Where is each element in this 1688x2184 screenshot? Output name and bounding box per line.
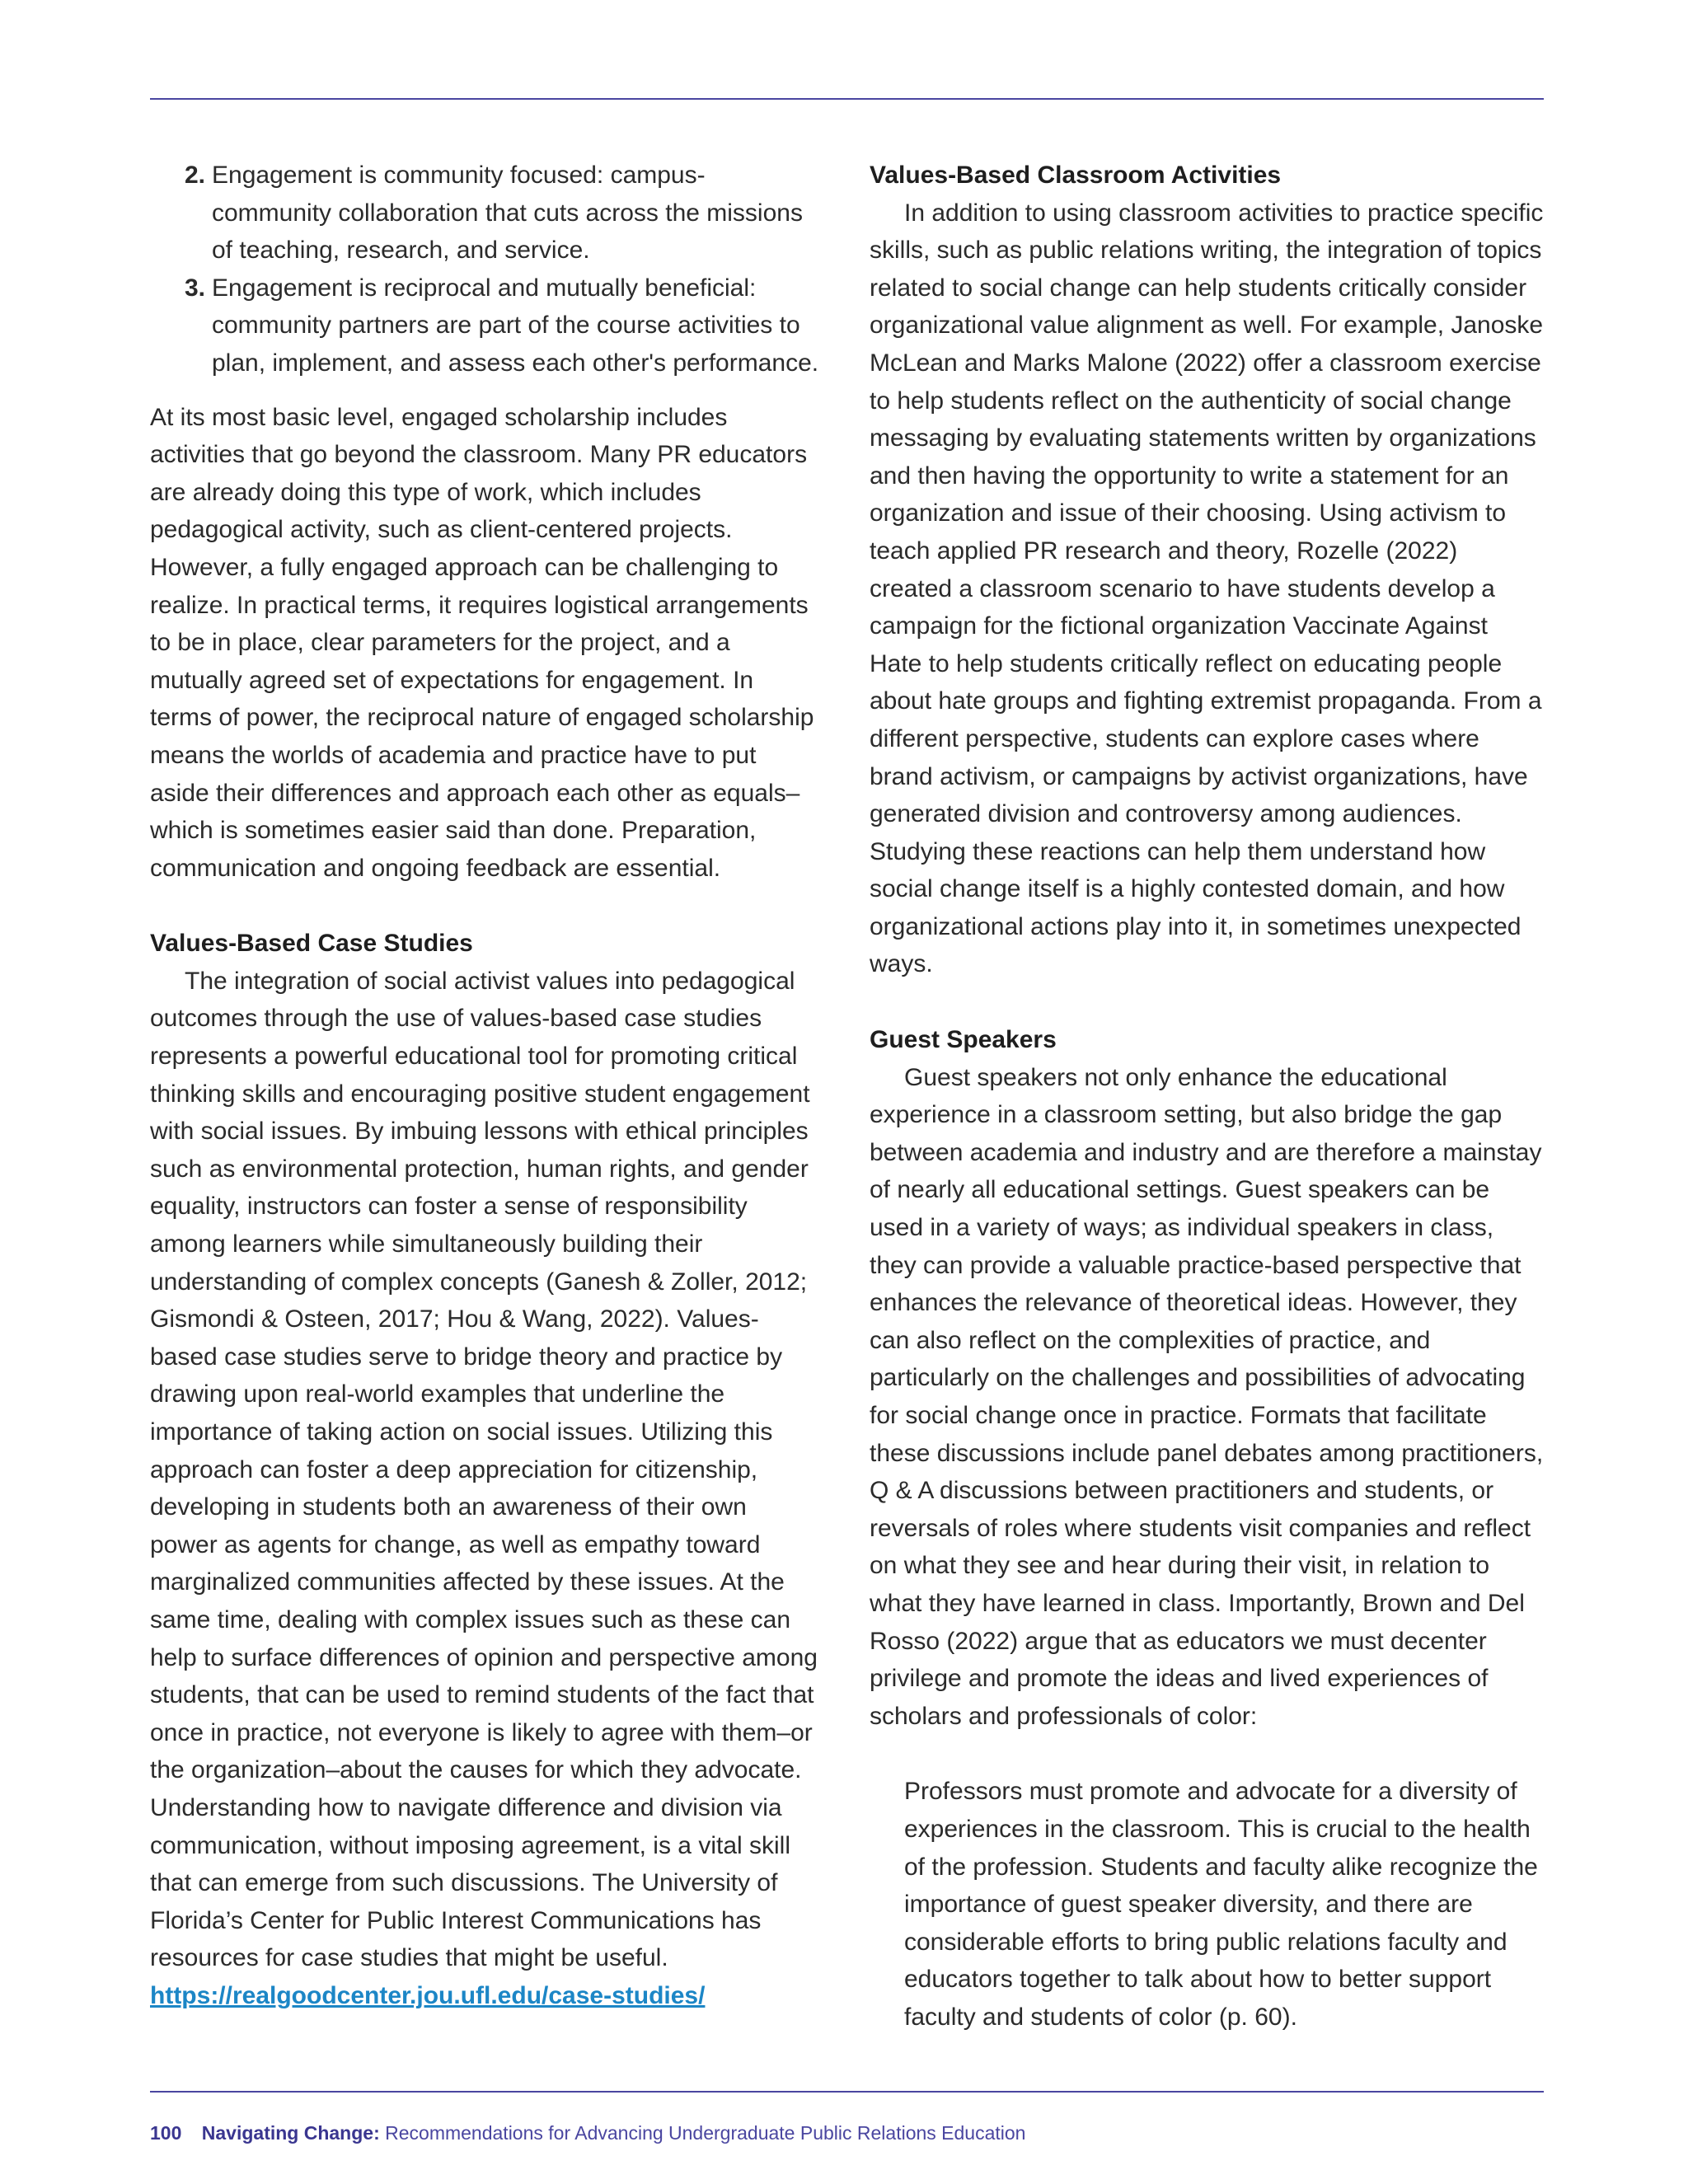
page-number: 100 (150, 2122, 182, 2144)
bottom-divider (150, 2091, 1544, 2093)
top-divider (150, 98, 1544, 100)
principles-list (150, 157, 819, 382)
classroom-activities-heading: Values-Based Classroom Activities (870, 162, 1282, 189)
list-item (150, 269, 819, 382)
engaged-scholarship-paragraph: At its most basic level, engaged scholarship includes activities that go beyond the classroom. Many PR educators are already doing this type of work, which includes pedagogical activity, such as client-centered projects. However, a fully engaged approach can be challenging to realize. In practical terms, it requires logistical arrangements to be in place, clear parameters for the project, and a mutually agreed set of expectations for engagement. In terms of power, the reciprocal nature of engaged scholarship means the worlds of academia and practice have to put aside their differences and approach each other as equals–which is sometimes easier said than done. Preparation, communication and ongoing feedback are essential. (150, 403, 814, 882)
publication-subtitle: Recommendations for Advancing Undergraduate Public Relations Education (385, 2122, 1026, 2144)
case-studies-paragraph: The integration of social activist values into pedagogical outcomes through the use of values-based case studies represents a powerful educational tool for promoting critical thinking skills and encouraging positive student engagement with social issues. By imbuing lessons with ethical principles such as environmental protection, human rights, and gender equality, instructors can foster a sense of responsibility among learners while simultaneously building their understanding of complex concepts (Ganesh & Zoller, 2012; Gismondi & Osteen, 2017; Hou & Wang, 2022). Values-based case studies serve to bridge theory and practice by drawing upon real-world examples that underline the importance of taking action on social issues. Utilizing this approach can foster a deep appreciation for citizenship, developing in students both an awareness of their own power as agents for change, as well as empathy toward marginalized communities affected by these issues. At the same time, dealing with complex issues such as these can help to surface differences of opinion and perspective among students, that can be used to remind students of the fact that once in practice, not everyone is likely to agree with them–or the organization–about the causes for which they advocate. Understanding how to navigate difference and division via communication, without imposing agreement, is a vital skill that can emerge from such discussions. The University of Florida’s Center for Public Interest Communications has resources for case studies that might be useful. (150, 967, 818, 1972)
case-studies-heading: Values-Based Case Studies (150, 930, 473, 958)
right-column (870, 157, 1544, 2036)
publication-title: Navigating Change: (201, 2122, 380, 2144)
list-item-text: Engagement is reciprocal and mutually beneficial: community partners are part of the course activities to plan, implement, and assess each other's performance. (212, 274, 819, 377)
guest-speakers-paragraph: Guest speakers not only enhance the educational experience in a classroom setting, but also bridge the gap between academia and industry and are therefore a mainstay of nearly all educational settings. Guest speakers can be used in a variety of ways; as individual speakers in class, they can provide a valuable practice-based perspective that enhances the relevance of theoretical ideas. However, they can also reflect on the complexities of practice, and particularly on the challenges and possibilities of advocating for social change once in practice. Formats that facilitate these discussions include panel debates among practitioners, Q & A discussions between practitioners and students, or reversals of roles where students visit companies and reflect on what they see and hear during their visit, in relation to what they have learned in class. Importantly, Brown and Del Rosso (2022) argue that as educators we must decenter privilege and promote the ideas and lived experiences of scholars and professionals of color: (870, 1063, 1544, 1730)
list-number: 2. (185, 162, 206, 189)
block-quote: Professors must promote and advocate for a diversity of experiences in the classroom. This is crucial to the health of the profession. Students and faculty alike recognize the importance of guest speaker diversity, and there are considerable efforts to bring public relations faculty and educators together to talk about how to better support faculty and students of color (p. 60). (904, 1778, 1538, 2031)
list-item-text: Engagement is community focused: campus-community collaboration that cuts across the missions of teaching, research, and service. (212, 162, 803, 265)
classroom-activities-paragraph: In addition to using classroom activities to practice specific skills, such as public relations writing, the integration of topics related to social change can help students critically consider organizational value alignment as well. For example, Janoske McLean and Marks Malone (2022) offer a classroom exercise to help students reflect on the authenticity of social change messaging by evaluating statements written by organizations and then having the opportunity to write a statement for an organization and issue of their choosing. Using activism to teach applied PR research and theory, Rozelle (2022) created a classroom scenario to have students develop a campaign for the fictional organization Vaccinate Against Hate to help students critically reflect on educating people about hate groups and fighting extremist propaganda. From a different perspective, students can explore cases where brand activism, or campaigns by activist organizations, have generated division and controversy among audiences. Studying these reactions can help them understand how social change itself is a highly contested domain, and how organizational actions play into it, in sometimes unexpected ways. (870, 199, 1544, 978)
page-footer (150, 2121, 1025, 2145)
case-studies-link[interactable]: https://realgoodcenter.jou.ufl.edu/case-studies/ (150, 1981, 706, 2009)
list-item (150, 157, 819, 269)
guest-speakers-heading: Guest Speakers (870, 1026, 1057, 1054)
list-number: 3. (185, 274, 206, 302)
left-column (150, 157, 819, 2015)
